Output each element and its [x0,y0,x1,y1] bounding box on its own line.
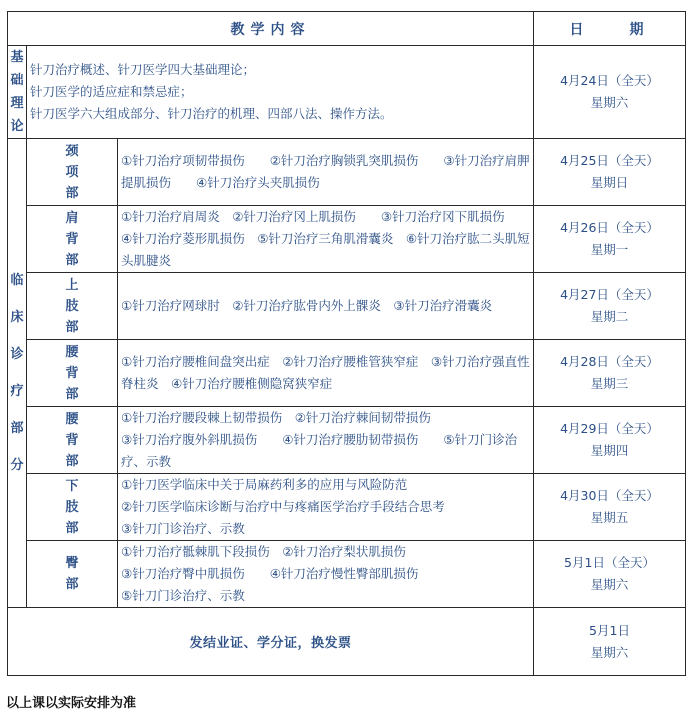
section-content: ①针刀治疗项韧带损伤 ②针刀治疗胸锁乳突肌损伤 ③针刀治疗肩胛提肌损伤 ④针刀治疗头夹肌损伤 [118,139,534,206]
section-date: 4月27日（全天） 星期二 [534,273,686,340]
clinical-row [8,340,686,407]
header-row [8,12,686,46]
section-date: 4月29日（全天） 星期四 [534,407,686,474]
header-date: 日 期 [534,12,686,46]
section-content: ①针刀医学临床中关于局麻药利多的应用与风险防范 ②针刀医学临床诊断与治疗中与疼痛医学治疗手段结合思考 ③针刀门诊治疗、示教 [118,474,534,541]
clinical-row [8,541,686,608]
clinical-row [8,139,686,206]
foundation-content: 针刀治疗概述、针刀医学四大基础理论； 针刀医学的适应症和禁忌症； 针刀医学六大组成部分、针刀治疗的机理、四部八法、操作方法。 [27,46,534,139]
section-date: 4月26日（全天） 星期一 [534,206,686,273]
clinical-label: 临 床 诊 疗 部 分 [8,139,27,608]
foundation-label: 基 础 理 论 [8,46,27,139]
section-label: 上 肢 部 [27,273,118,340]
clinical-row [8,407,686,474]
section-date: 4月30日（全天） 星期五 [534,474,686,541]
section-content: ①针刀治疗腰椎间盘突出症 ②针刀治疗腰椎管狭窄症 ③针刀治疗强直性脊柱炎 ④针刀治疗腰椎侧隐窝狭窄症 [118,340,534,407]
header-content: 教学内容 [8,12,534,46]
section-content: ①针刀治疗网球肘 ②针刀治疗肱骨内外上髁炎 ③针刀治疗滑囊炎 [118,273,534,340]
section-label: 腰 背 部 [27,407,118,474]
clinical-row [8,474,686,541]
section-date: 4月25日（全天） 星期日 [534,139,686,206]
section-content: ①针刀治疗肩周炎 ②针刀治疗冈上肌损伤 ③针刀治疗冈下肌损伤 ④针刀治疗菱形肌损伤 ⑤针刀治疗三角肌滑囊炎 ⑥针刀治疗肱二头肌短头肌腱炎 [118,206,534,273]
schedule-note: 以上课以实际安排为准 [6,696,137,711]
section-label: 肩 背 部 [27,206,118,273]
foundation-date: 4月24日（全天） 星期六 [534,46,686,139]
schedule-table [7,11,686,676]
section-label: 下 肢 部 [27,474,118,541]
section-date: 5月1日（全天） 星期六 [534,541,686,608]
clinical-row [8,273,686,340]
final-row [8,608,686,676]
final-row-date: 5月1日 星期六 [534,608,686,676]
section-label: 腰 背 部 [27,340,118,407]
section-content: ①针刀治疗骶棘肌下段损伤 ②针刀治疗梨状肌损伤 ③针刀治疗臀中肌损伤 ④针刀治疗慢性臀部肌损伤 ⑤针刀门诊治疗、示教 [118,541,534,608]
final-row-text: 发结业证、学分证，换发票 [8,608,534,676]
section-date: 4月28日（全天） 星期三 [534,340,686,407]
section-label: 臀 部 [27,541,118,608]
section-content: ①针刀治疗腰段棘上韧带损伤 ②针刀治疗棘间韧带损伤 ③针刀治疗腹外斜肌损伤 ④针刀治疗腰肋韧带损伤 ⑤针刀门诊治疗、示教 [118,407,534,474]
clinical-row [8,206,686,273]
foundation-row [8,46,686,139]
section-label: 颈 项 部 [27,139,118,206]
